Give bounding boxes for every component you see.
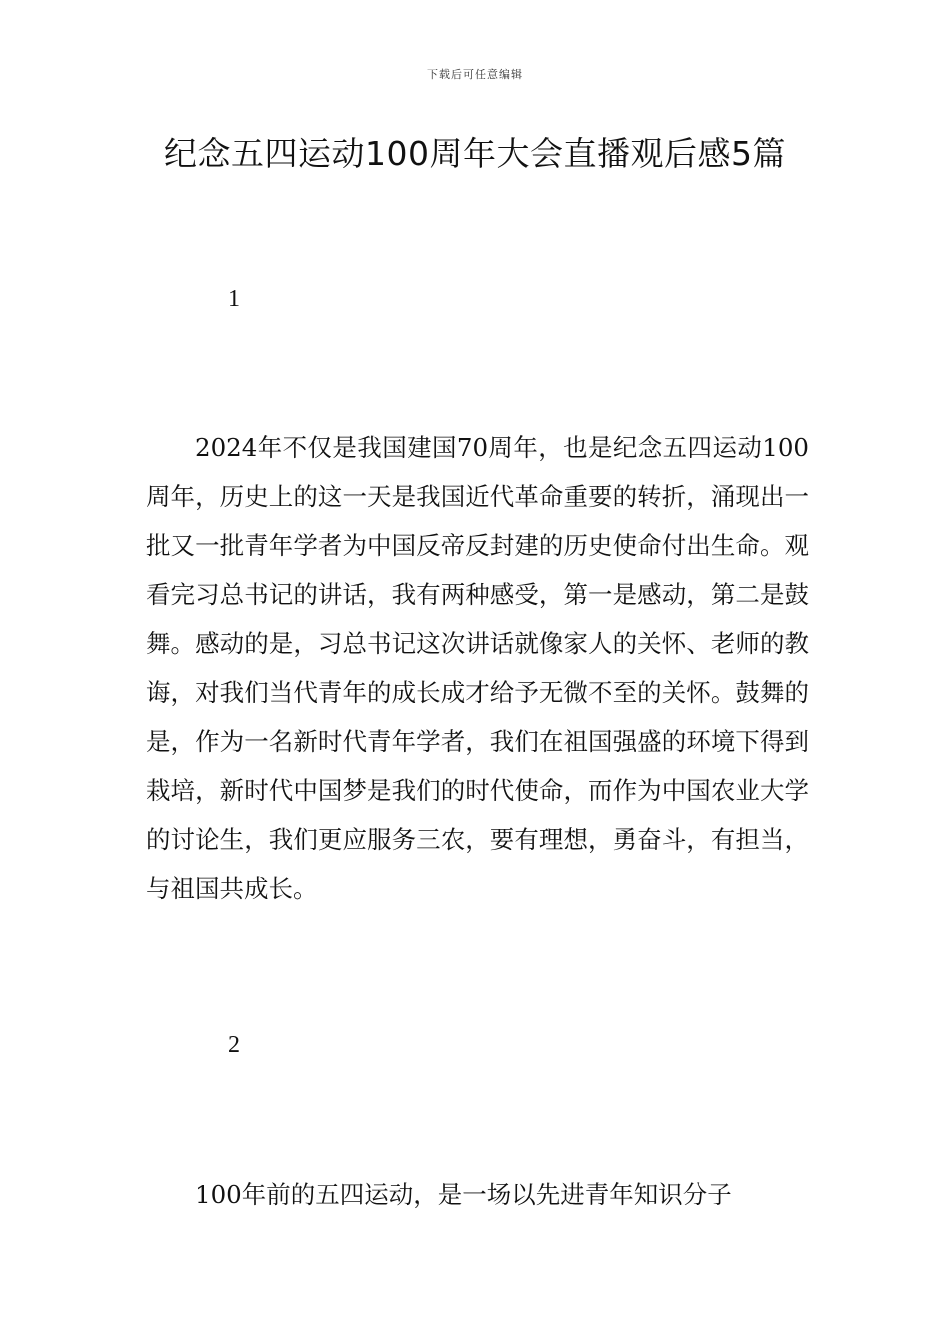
section-number-2: 2 [228, 1032, 240, 1058]
section-paragraph-1: 2024年不仅是我国建国70周年，也是纪念五四运动100周年，历史上的这一天是我国近代革命重要的转折，涌现出一批又一批青年学者为中国反帝反封建的历史使命付出生命。观看完习总书记的讲话，我有两种感受，第一是感动，第二是鼓舞。感动的是，习总书记这次讲话就像家人的关怀、老师的教诲，对我们当代青年的成长成才给予无微不至的关怀。鼓舞的是，作为一名新时代青年学者，我们在祖国强盛的环境下得到栽培，新时代中国梦是我们的时代使命，而作为中国农业大学的讨论生，我们更应服务三农，要有理想，勇奋斗，有担当，与祖国共成长。 [146, 433, 809, 903]
section-number-1: 1 [228, 286, 240, 312]
header-note: 下载后可任意编辑 [427, 68, 523, 81]
section-paragraph-2: 100年前的五四运动，是一场以先进青年知识分子 [195, 1180, 732, 1209]
document-title: 纪念五四运动100周年大会直播观后感5篇 [164, 134, 786, 173]
